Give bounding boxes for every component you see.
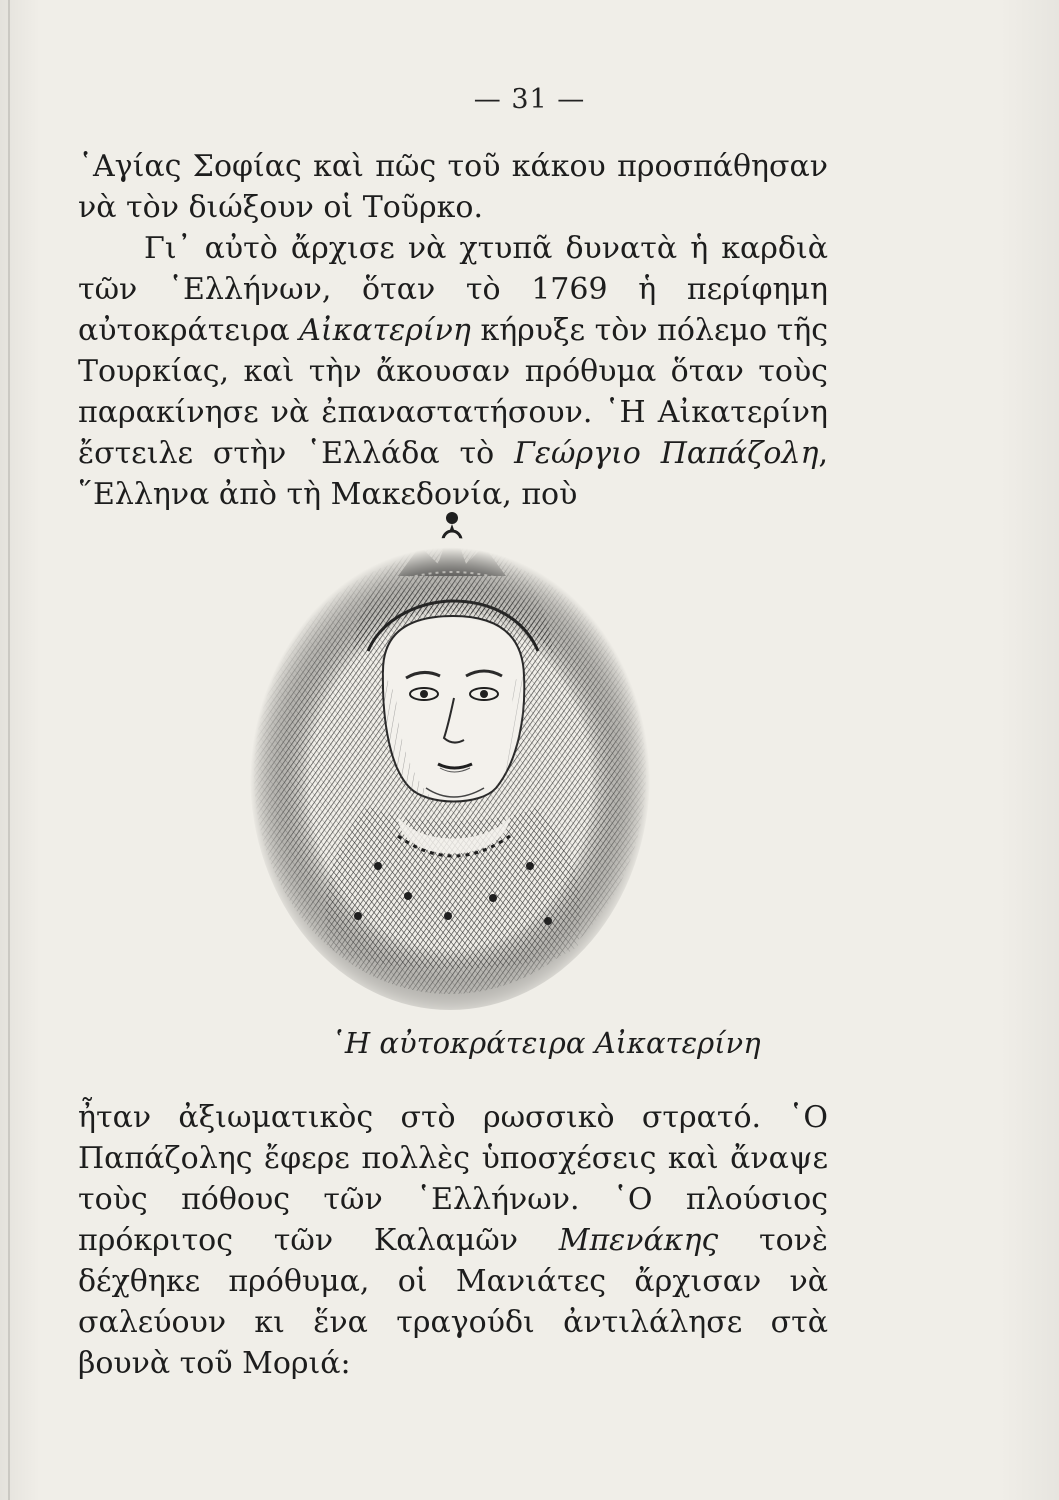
paragraph-2-text: κήρυξε τὸν πόλεμο τῆς Τουρκίας, καὶ τὴν ἄκουσαν πρόθυμα ὅταν τοὺς παρακίνησε νὰ ἐπαναστατήσουν. ῾Η Αἰκατερίνη ἔστειλε στὴν ῾Ελλάδα τὸ	[78, 313, 829, 471]
paragraph-2-text: Γι᾿ αὐτὸ ἄρχισε νὰ χτυπᾶ δυνατὰ ἡ καρδιὰ τῶν ῾Ελλήνων, ὅταν τὸ 1769 ἡ περίφημη αὐτοκράτειρα	[78, 231, 828, 348]
portrait-engraving	[248, 506, 652, 1010]
paragraph-2-text: , ῞Ελληνα ἀπὸ τὴ Μακεδονία, ποὺ	[78, 436, 828, 512]
paragraph-2	[78, 228, 828, 515]
name-aikaterini: Αἰκατερίνη	[299, 313, 471, 348]
paragraph-3-text: ἦταν ἀξιωματικὸς στὸ ρωσσικὸ στρατό. ῾Ο Παπάζολης ἔφερε πολλὲς ὑποσχέσεις καὶ ἄναψε τοὺς πόθους τῶν ῾Ελλήνων. ῾Ο πλούσιος πρόκριτος τῶν Καλαμῶν	[78, 1100, 828, 1258]
page-fold-shadow	[8, 0, 10, 1500]
paragraph-3-text: τονὲ δέχθηκε πρόθυμα, οἱ Μανιάτες ἄρχισαν νὰ σαλεύουν κι ἕνα τραγούδι ἀντιλάλησε στὰ βουνὰ τοῦ Μοριά:	[78, 1223, 828, 1381]
paragraph-1: ῾Αγίας Σοφίας καὶ πῶς τοῦ κάκου προσπάθησαν νὰ τὸν διώξουν οἱ Τοῦρκο.	[78, 149, 828, 225]
name-papazolis: Γεώργιο Παπάζολη	[514, 436, 819, 471]
name-benakis: Μπενάκης	[558, 1223, 719, 1258]
figure-caption: ῾Η αὐτοκράτειρα Αἰκατερίνη	[330, 1026, 761, 1060]
bottom-text-block	[78, 1097, 828, 1384]
paragraph-3	[78, 1097, 828, 1384]
page-number: — 31 —	[473, 84, 586, 115]
top-text-block	[78, 146, 828, 515]
